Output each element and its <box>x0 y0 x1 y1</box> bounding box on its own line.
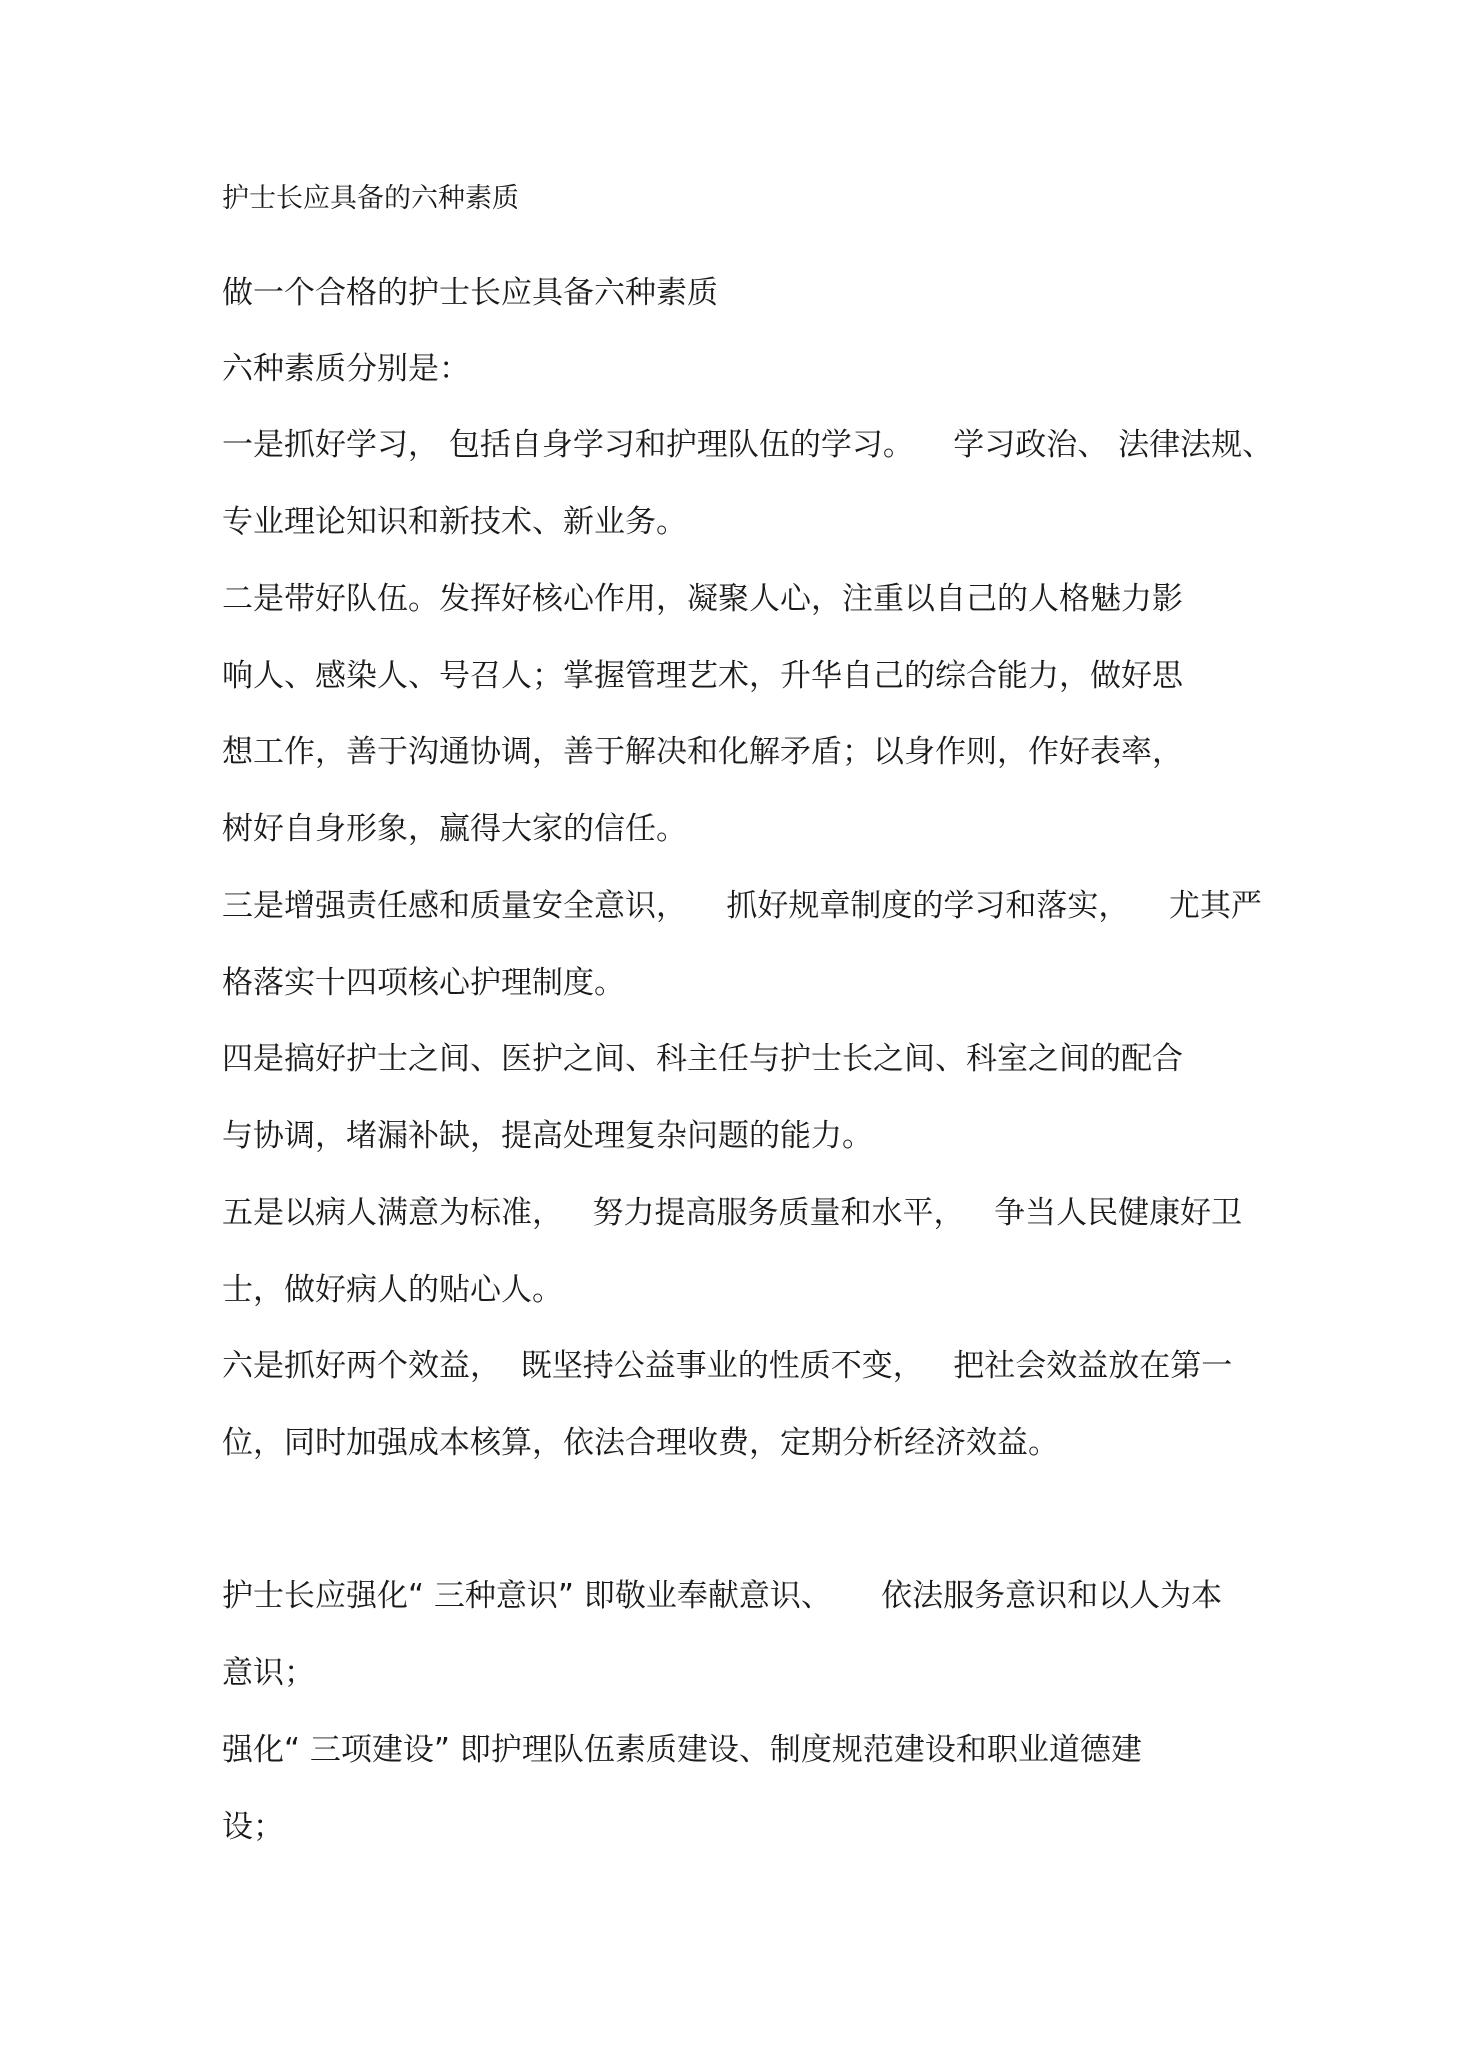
text-line-item-6: 六是抓好两个效益， 既坚持公益事业的性质不变， 把社会效益放在第一 <box>222 1348 1233 1384</box>
document-title: 护士长应具备的六种素质 <box>222 183 519 214</box>
text-line-three-awareness-cont: 意识； <box>222 1655 315 1691</box>
text-line-three-construction-cont: 设； <box>222 1809 284 1845</box>
text-line-item-2-cont-2: 想工作，善于沟通协调，善于解决和化解矛盾；以身作则，作好表率， <box>222 734 1183 770</box>
text-line-item-5-cont: 士，做好病人的贴心人。 <box>222 1272 563 1308</box>
text-line-item-3-cont: 格落实十四项核心护理制度。 <box>222 965 625 1001</box>
text-line-item-5: 五是以病人满意为标准， 努力提高服务质量和水平， 争当人民健康好卫 <box>222 1195 1243 1231</box>
text-line-three-awareness: 护士长应强化“ 三种意识” 即敬业奉献意识、 依法服务意识和以人为本 <box>222 1578 1223 1614</box>
text-line-item-1: 一是抓好学习， 包括自身学习和护理队伍的学习。 学习政治、 法律法规、 <box>222 427 1274 463</box>
text-line-item-2-cont-3: 树好自身形象，赢得大家的信任。 <box>222 811 687 847</box>
text-line-item-4-cont: 与协调，堵漏补缺，提高处理复杂问题的能力。 <box>222 1118 873 1154</box>
text-line-three-construction: 强化“ 三项建设” 即护理队伍素质建设、制度规范建设和职业道德建 <box>222 1732 1142 1768</box>
text-line-item-2: 二是带好队伍。发挥好核心作用，凝聚人心，注重以自己的人格魅力影 <box>222 581 1183 617</box>
text-line-item-2-cont-1: 响人、感染人、号召人；掌握管理艺术，升华自己的综合能力，做好思 <box>222 658 1183 694</box>
text-line-item-6-cont: 位，同时加强成本核算，依法合理收费，定期分析经济效益。 <box>222 1425 1059 1461</box>
text-line-intro: 六种素质分别是： <box>222 351 470 387</box>
text-line-item-3: 三是增强责任感和质量安全意识， 抓好规章制度的学习和落实， 尤其严 <box>222 888 1262 924</box>
text-line-item-1-cont: 专业理论知识和新技术、新业务。 <box>222 504 687 540</box>
text-line-item-4: 四是搞好护士之间、医护之间、科主任与护士长之间、科室之间的配合 <box>222 1041 1183 1077</box>
text-line-lead: 做一个合格的护士长应具备六种素质 <box>222 275 718 311</box>
